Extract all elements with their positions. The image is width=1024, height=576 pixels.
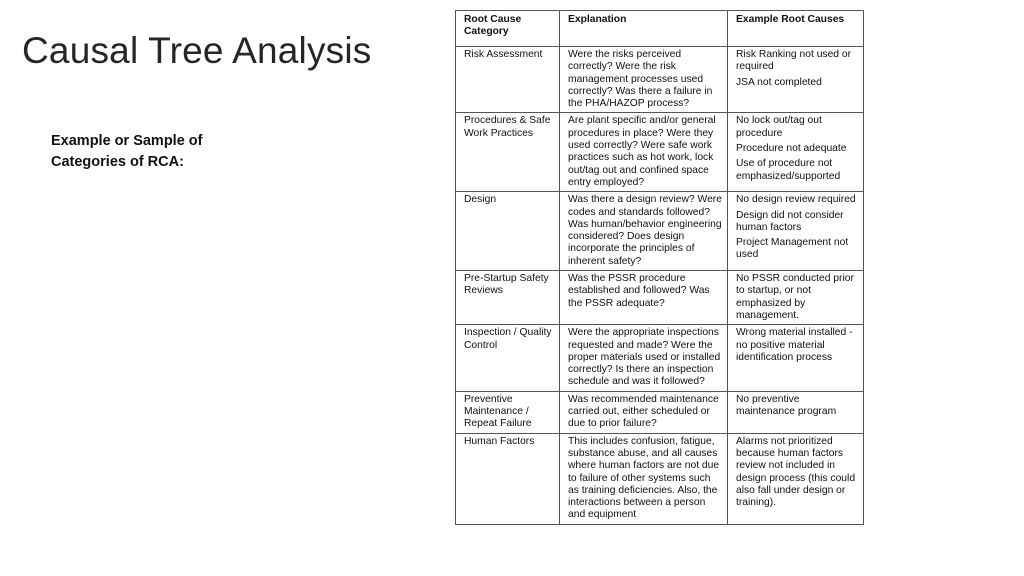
- example-root-cause: Design did not consider human factors: [736, 209, 844, 233]
- example-root-cause: Project Management not used: [736, 237, 849, 261]
- table-row: [456, 47, 864, 113]
- cell-category: Design: [456, 192, 560, 271]
- example-root-cause: No lock out/tag out procedure: [736, 115, 822, 139]
- table-row: [456, 271, 864, 325]
- cell-explanation: Was the PSSR procedure established and followed? Was the PSSR adequate?: [560, 271, 728, 325]
- example-root-cause: JSA not completed: [736, 76, 822, 88]
- header-example-root-causes: Example Root Causes: [728, 11, 864, 47]
- table-row: [456, 113, 864, 192]
- cell-category: Risk Assessment: [456, 47, 560, 113]
- example-root-cause: No PSSR conducted prior to startup, or not emphasized by management.: [736, 273, 854, 321]
- table-row: [456, 192, 864, 271]
- cell-example-root-causes: [728, 113, 864, 192]
- table-row: [456, 433, 864, 524]
- cell-explanation: Were the appropriate inspections requested and made? Were the proper materials used or installed correctly? Is there an inspection schedule and was it followed?: [560, 325, 728, 391]
- header-root-cause-category: Root Cause Category: [456, 11, 560, 47]
- rca-categories-table: [455, 10, 864, 525]
- example-root-cause: Alarms not prioritized because human factors review not included in design process (this could also fall under design or training).: [736, 435, 856, 509]
- example-root-cause: Wrong material installed - no positive material identification process: [736, 327, 853, 363]
- cell-example-root-causes: [728, 433, 864, 524]
- example-root-cause: No preventive maintenance program: [736, 393, 837, 418]
- example-root-cause: No design review required: [736, 194, 856, 206]
- table-row: [456, 391, 864, 433]
- cell-category: Inspection / Quality Control: [456, 325, 560, 391]
- cell-category: Pre-Startup Safety Reviews: [456, 271, 560, 325]
- cell-example-root-causes: [728, 391, 864, 433]
- cell-explanation: Are plant specific and/or general procedures in place? Were they used correctly? Were safe work practices such as hot work, lock out/tag out and confined space entry employed?: [560, 113, 728, 192]
- slide-title: Causal Tree Analysis: [22, 30, 372, 71]
- table-header-row: [456, 11, 864, 47]
- cell-explanation: Was there a design review? Were codes and standards followed? Was human/behavior engineering considered? Does design incorporate the principles of inherent safety?: [560, 192, 728, 271]
- cell-category: Procedures & Safe Work Practices: [456, 113, 560, 192]
- header-explanation: Explanation: [560, 11, 728, 47]
- cell-explanation: This includes confusion, fatigue, substance abuse, and all causes where human factors are not due to failure of other systems such as training deficiencies. Also, the interactions between a person and equipment: [560, 433, 728, 524]
- example-root-cause: Procedure not adequate: [736, 143, 847, 155]
- cell-explanation: Was recommended maintenance carried out, either scheduled or due to prior failure?: [560, 391, 728, 433]
- cell-category: Preventive Maintenance / Repeat Failure: [456, 391, 560, 433]
- cell-example-root-causes: [728, 47, 864, 113]
- cell-explanation: Were the risks perceived correctly? Were the risk management processes used correctly? Was there a failure in the PHA/HAZOP process?: [560, 47, 728, 113]
- cell-example-root-causes: [728, 271, 864, 325]
- example-root-cause: Risk Ranking not used or required: [736, 49, 852, 73]
- cell-example-root-causes: [728, 192, 864, 271]
- cell-category: Human Factors: [456, 433, 560, 524]
- cell-example-root-causes: [728, 325, 864, 391]
- table-row: [456, 325, 864, 391]
- cropped-text-fragment: [458, 0, 858, 10]
- slide-subtitle: Example or Sample of Categories of RCA:: [51, 133, 203, 170]
- example-root-cause: Use of procedure not emphasized/supported: [736, 158, 841, 182]
